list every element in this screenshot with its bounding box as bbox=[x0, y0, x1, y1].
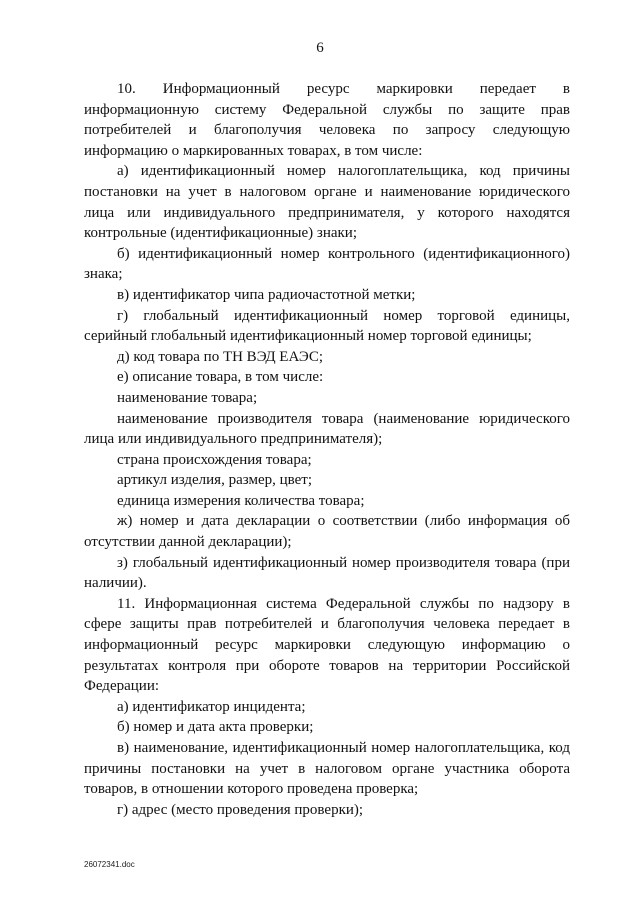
paragraph-10-e-5: единица измерения количества товара; bbox=[117, 492, 365, 509]
paragraph-10-e-1: наименование товара; bbox=[117, 389, 258, 406]
paragraph-11-a: а) идентификатор инцидента; bbox=[117, 698, 306, 715]
document-body bbox=[84, 79, 570, 820]
paragraph-10: 10. Информационный ресурс маркировки передает в информационную систему Федеральной службы по защите прав потребителей и благополучия человека по запросу следующую информацию о маркированных товарах, в том числе: bbox=[84, 81, 570, 159]
paragraph-11: 11. Информационная система Федеральной службы по надзору в сфере защиты прав потребителей и благополучия человека передает в информационный ресурс маркировки следующую информацию о результатах контроля при обороте товаров на территории Российской Федерации: bbox=[84, 595, 570, 695]
paragraph-10-e-3: страна происхождения товара; bbox=[117, 451, 312, 468]
paragraph-10-z: з) глобальный идентификационный номер производителя товара (при наличии). bbox=[84, 554, 570, 592]
paragraph-10-g: г) глобальный идентификационный номер торговой единицы, серийный глобальный идентификационный номер торговой единицы; bbox=[84, 307, 570, 345]
paragraph-11-b: б) номер и дата акта проверки; bbox=[117, 719, 314, 736]
paragraph-11-g: г) адрес (место проведения проверки); bbox=[117, 801, 364, 818]
paragraph-10-v: в) идентификатор чипа радиочастотной метки; bbox=[117, 286, 416, 303]
paragraph-10-zh: ж) номер и дата декларации о соответствии (либо информация об отсутствии данной декларации); bbox=[84, 513, 570, 551]
page-number: 6 bbox=[316, 40, 324, 56]
paragraph-10-d: д) код товара по ТН ВЭД ЕАЭС; bbox=[117, 348, 324, 365]
footer-filename: 26072341.doc bbox=[84, 860, 135, 869]
paragraph-10-e: е) описание товара, в том числе: bbox=[117, 369, 324, 386]
paragraph-10-e-2: наименование производителя товара (наименование юридического лица или индивидуального предпринимателя); bbox=[84, 410, 570, 448]
paragraph-10-e-4: артикул изделия, размер, цвет; bbox=[117, 472, 312, 489]
paragraph-10-a: а) идентификационный номер налогоплательщика, код причины постановки на учет в налоговом органе и наименование юридического лица или индивидуального предпринимателя, у которого находятся контрольные (идентификационные) знаки; bbox=[84, 163, 570, 242]
paragraph-10-b: б) идентификационный номер контрольного (идентификационного) знака; bbox=[84, 245, 570, 283]
paragraph-11-v: в) наименование, идентификационный номер налогоплательщика, код причины постановки на учет в налоговом органе участника оборота товаров, в отношении которого проведена проверка; bbox=[84, 740, 570, 798]
